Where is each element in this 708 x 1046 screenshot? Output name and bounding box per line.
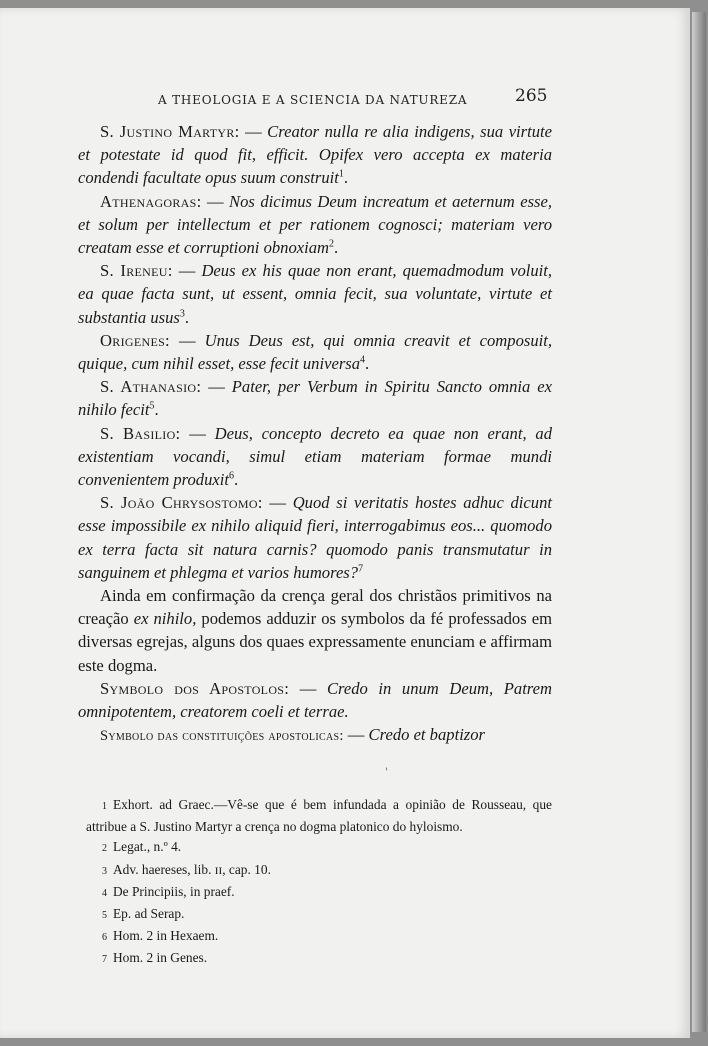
page-edge xyxy=(692,12,706,1032)
footnote: 7 Hom. 2 in Genes. xyxy=(102,950,208,966)
quote-paragraph: S. Athanasio: — Pater, per Verbum in Spiritu Sancto omnia ex nihilo fecit$^5$. xyxy=(78,377,553,420)
footnote-ref: 6 xyxy=(228,470,234,482)
speaker: Origenes: xyxy=(100,330,170,350)
footnote: 5 Ep. ad Serap. xyxy=(102,906,185,922)
symbol-text: Credo in unum Deum, Patrem omnipotentem, creatorem coeli et terrae. xyxy=(78,678,552,722)
main-text xyxy=(78,120,552,748)
symbol-paragraph: Symbolo dos Apostolos: — Credo in unum Deum, Patrem omnipotentem, creatorem coeli et terrae. xyxy=(78,678,552,722)
speaker: Athenagoras: xyxy=(100,191,202,211)
footnote-ref: 1 xyxy=(338,168,344,180)
symbol-label: Symbolo das constituições apostolicas: xyxy=(100,728,344,745)
footnote: 1 Exhort. ad Graec.—Vê-se que é bem infundada a opinião de Rousseau, que attribue a S. Justino Martyr a crença no dogma platonico do hyloismo. xyxy=(86,797,552,835)
footnote: 4 De Principiis, in praef. xyxy=(102,883,235,899)
quote-text: Pater, per Verbum in Spiritu Sancto omnia ex nihilo fecit xyxy=(78,377,553,420)
quote-paragraph: S. Ireneu: — Deus ex his quae non erant, quemadmodum voluit, ea quae facta sunt, ut essent, omnia fecit, sua voluntate, virtute et substantia usus$^3$. xyxy=(78,261,553,327)
footnotes xyxy=(86,795,552,971)
quote-paragraph: Origenes: — Unus Deus est, qui omnia creavit et composuit, quique, cum nihil esset, esse fecit universa$^4$. xyxy=(78,330,553,374)
footnote-ref: 3 xyxy=(179,308,185,320)
footnote: 6 Hom. 2 in Hexaem. xyxy=(102,928,219,944)
speaker: S. João Chrysostomo: xyxy=(100,493,263,513)
quote-text: Creator nulla re alia indigens, sua virtute et potestate id quod fit, efficit. Opifex vero accepta ex materia condendi facultate opus suum construit xyxy=(78,122,553,188)
quote-paragraph: S. Basilio: — Deus, concepto decreto ea quae non erant, ad existentiam vocandi, simul etiam materiam formae mundi convenientem produxit$^6$. xyxy=(78,423,552,490)
footnote: 2 Legat., n.º 4. xyxy=(102,839,182,855)
speaker: S. Basilio: xyxy=(100,423,181,443)
running-header: A THEOLOGIA E A SCIENCIA DA NATUREZA xyxy=(158,93,468,107)
symbol-paragraph: Symbolo das constituições apostolicas: — Credo et baptizor xyxy=(100,725,486,745)
symbol-label: Symbolo dos Apostolos: xyxy=(100,678,290,698)
emphasis: ex nihilo, xyxy=(133,609,197,629)
quote-text: Quod si veritatis hostes adhuc dicunt esse impossibile ex nihilo aliquid fieri, interrogabimus eos... quomodo ex terra facta sit natura carnis? quomodo panis transmutatur in sanguinem et phlegma et varios humores? xyxy=(78,493,552,582)
quote-paragraph: S. João Chrysostomo: — Quod si veritatis hostes adhuc dicunt esse impossibile ex nihilo aliquid fieri, interrogabimus eos... quomodo ex terra facta sit natura carnis? quomodo panis transmutatur in sanguinem et phlegma et varios humores?$^7$ xyxy=(78,493,552,582)
footnote: 3 Adv. haereses, lib. ɪɪ, cap. 10. xyxy=(102,861,271,877)
footnote-ref: 2 xyxy=(329,238,335,250)
speaker: S. Justino Martyr: xyxy=(100,122,240,141)
speaker: S. Ireneu: xyxy=(100,261,173,281)
prose-paragraph: Ainda em confirmação da crença geral dos christãos primitivos na creação ex nihilo, podemos adduzir os symbolos da fé professados em diversas egrejas, alguns dos quaes expressamente enunciam e affirmam este dogma. xyxy=(78,586,553,675)
quote-text: Deus ex his quae non erant, quemadmodum voluit, ea quae facta sunt, ut essent, omnia fecit, sua voluntate, virtute et substantia usus xyxy=(78,261,553,327)
footnote-ref: 7 xyxy=(358,563,364,575)
quote-text: Nos dicimus Deum increatum et aeternum esse, et solum per intellectum et per rationem cognosci; materiam vero creatam esse et corruptioni obnoxiam xyxy=(78,191,552,258)
symbol-text: Credo et baptizor xyxy=(368,725,486,745)
quote-paragraph: Athenagoras: — Nos dicimus Deum increatum et aeternum esse, et solum per intellectum et per rationem cognosci; materiam vero creatam esse et corruptioni obnoxiam$^2$. xyxy=(78,191,552,258)
separator-mark: ' xyxy=(385,767,388,778)
page-number: 265 xyxy=(515,86,548,106)
footnote-ref: 4 xyxy=(360,354,366,366)
quote-paragraph: S. Justino Martyr: — Creator nulla re alia indigens, sua virtute et potestate id quod fit, efficit. Opifex vero accepta ex materia condendi facultate opus suum construit$^1$. xyxy=(78,122,553,188)
quote-text: Unus Deus est, qui omnia creavit et composuit, quique, cum nihil esset, esse fecit universa xyxy=(78,330,553,374)
quote-text: Deus, concepto decreto ea quae non erant, ad existentiam vocandi, simul etiam materiam formae mundi convenientem produxit xyxy=(78,423,552,490)
speaker: S. Athanasio: xyxy=(100,377,202,397)
footnote-ref: 5 xyxy=(149,400,155,412)
